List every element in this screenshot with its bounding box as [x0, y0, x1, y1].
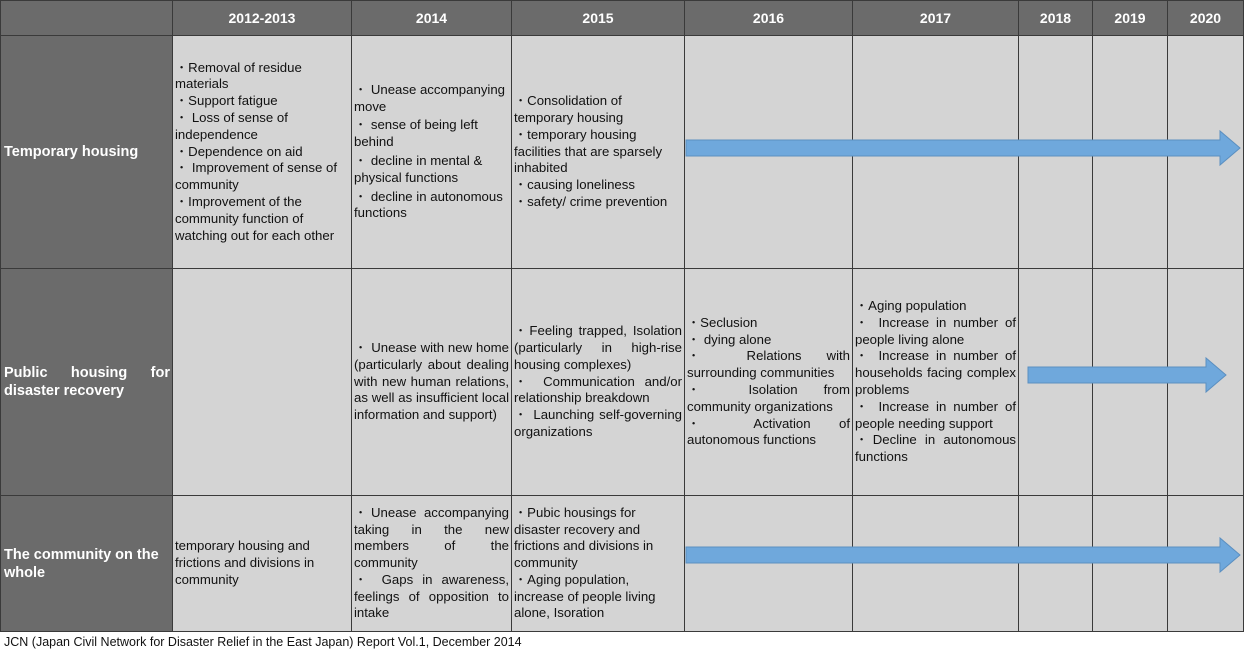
- cell-item: ・ Unease with new home (particularly about dealing with new human relations, as well as insufficient local information and support): [354, 340, 509, 423]
- column-header: 2016: [685, 0, 853, 36]
- table-cell: [853, 269, 1019, 496]
- cell-item: ・ Activation of autonomous functions: [687, 415, 850, 448]
- arrow-right-icon: [684, 535, 1244, 575]
- cell-item: ・Seclusion: [687, 314, 758, 330]
- table-cell: [512, 269, 685, 496]
- cell-item: ・Consolidation of temporary housing: [514, 93, 624, 125]
- cell-item: ・Aging population: [855, 298, 967, 314]
- cell-item: ・Support fatigue: [175, 93, 278, 109]
- table-cell: [352, 269, 512, 496]
- cell-item: ・ dying alone: [687, 331, 772, 347]
- column-header: 2014: [352, 0, 512, 36]
- cell-item: ・ Gaps in awareness, feelings of opposition to intake: [354, 571, 509, 621]
- arrow-shape: [686, 131, 1240, 165]
- row-header-community: The community on the whole: [0, 496, 173, 632]
- cell-item: ・ Increase in number of people needing support: [855, 398, 1016, 431]
- cell-item: ・ Increase in number of people living alone: [855, 314, 1016, 347]
- cell-item: ・ decline in mental & physical functions: [354, 153, 483, 185]
- cell-item: ・ Communication and/or relationship breakdown: [514, 373, 682, 406]
- cell-item: ・ decline in autonomous functions: [354, 188, 503, 221]
- column-header: 2018: [1019, 0, 1093, 36]
- cell-item: ・ Isolation from community organizations: [687, 382, 850, 414]
- cell-item: ・ Improvement of sense of community: [175, 160, 337, 193]
- arrow-shape: [1028, 358, 1226, 392]
- column-header: 2012-2013: [173, 0, 352, 36]
- table-cell: [173, 496, 352, 632]
- cell-item: ・ Unease accompanying move: [354, 81, 506, 114]
- cell-item: ・ sense of being left behind: [354, 117, 478, 150]
- row-header-temporary-housing: Temporary housing: [0, 36, 173, 269]
- cell-item: ・causing loneliness: [514, 177, 635, 193]
- cell-item: ・Removal of residue materials: [175, 59, 302, 92]
- cell-item: ・ Increase in number of households facing complex problems: [855, 348, 1016, 397]
- cell-item: ・Decline in autonomous functions: [855, 432, 1016, 465]
- table-cell: [512, 496, 685, 632]
- cell-item: ・Pubic housings for disaster recovery and frictions and divisions in community: [514, 504, 654, 571]
- cell-item: temporary housing and frictions and divisions in community: [175, 538, 315, 587]
- table-cell: [512, 36, 685, 269]
- cell-item: ・Dependence on aid: [175, 143, 303, 159]
- cell-item: ・Feeling trapped, Isolation (particularly in high-rise housing complexes): [514, 323, 682, 372]
- cell-item: ・ Launching self-governing organizations: [514, 407, 682, 439]
- row-header-public-housing: Public housing for disaster recovery: [0, 269, 173, 496]
- table-cell: [173, 269, 352, 496]
- column-header: 2019: [1093, 0, 1168, 36]
- cell-item: ・ Relations with surrounding communities: [687, 348, 850, 381]
- header-corner: [0, 0, 173, 36]
- column-header: 2015: [512, 0, 685, 36]
- cell-item: ・ Loss of sense of independence: [175, 110, 288, 142]
- arrow-shape: [686, 538, 1240, 572]
- source-caption: JCN (Japan Civil Network for Disaster Relief in the East Japan) Report Vol.1, December 2014: [4, 635, 522, 649]
- table-cell: [352, 496, 512, 632]
- column-header: 2020: [1168, 0, 1244, 36]
- table-cell: [173, 36, 352, 269]
- arrow-right-icon: [684, 128, 1244, 168]
- cell-item: ・Unease accompanying taking in the new members of the community: [354, 504, 509, 571]
- cell-item: ・safety/ crime prevention: [514, 193, 668, 209]
- cell-item: ・Improvement of the community function of watching out for each other: [175, 193, 335, 243]
- cell-item: ・temporary housing facilities that are sparsely inhabited: [514, 126, 663, 176]
- column-header: 2017: [853, 0, 1019, 36]
- table-cell: [352, 36, 512, 269]
- table-cell: [685, 269, 853, 496]
- cell-item: ・Aging population, increase of people living alone, Isoration: [514, 571, 656, 621]
- arrow-right-icon: [1026, 355, 1231, 395]
